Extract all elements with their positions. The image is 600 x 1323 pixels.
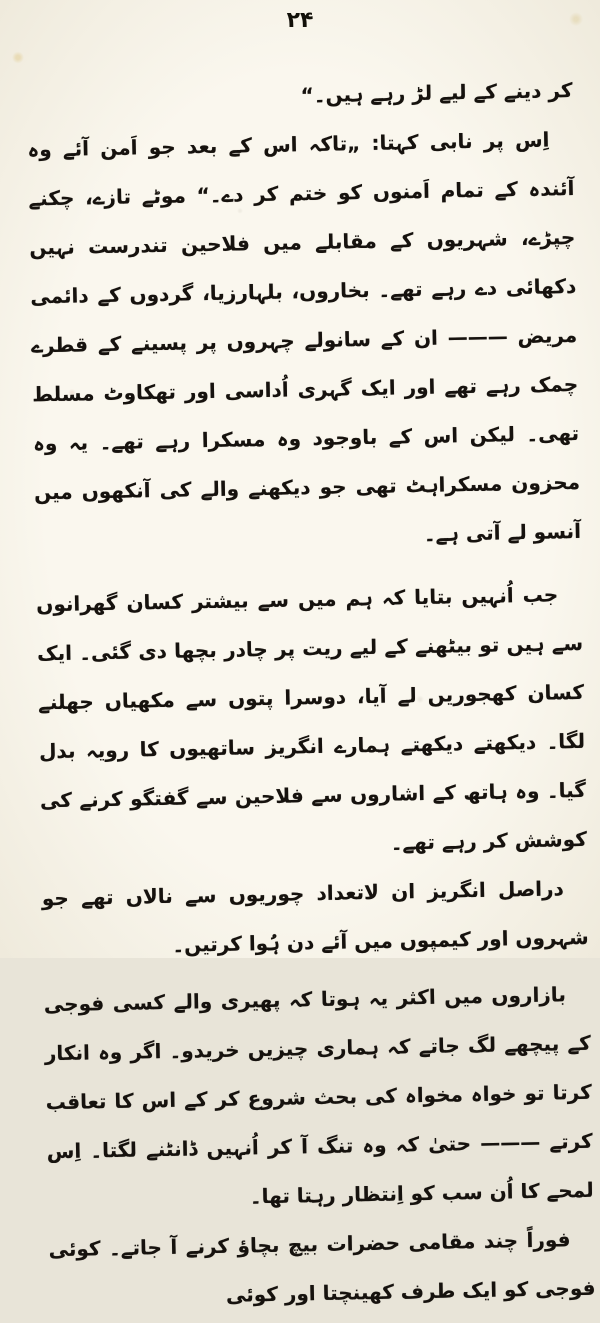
page-content (26, 66, 596, 1323)
paragraph-tail-from-previous-page: کر دینے کے لیے لڑ رہے ہیں۔“ (300, 77, 573, 108)
paragraph-quote-and-fellahin-description: اِس پر نابی کہتا: „تاکہ اس کے بعد جو اَمن آئے وہ آئندہ کے تمام اَمنوں کو ختم کر دے۔“ موٹے تازے، چکنے چپڑے، شہریوں کے مقابلے میں فلاحین تندرست نہیں دکھائی دے رہے تھے۔ بخاروں، بلہارزیا، گردوں کے دائمی مریض ——— ان کے سانولے چہروں پر پسینے کے قطرے چمک رہے تھے اور ایک گہری اُداسی اور تھکاوٹ مسلط تھی۔ لیکن اس کے باوجود وہ مسکرا رہے تھے۔ یہ وہ محزون مسکراہٹ تھی جو دیکھنے والے کی آنکھوں میں آنسو لے آتی ہے۔ (27, 127, 582, 546)
paragraph-farmers-welcome: جب اُنہیں بتایا کہ ہم میں سے بیشتر کسان گھرانوں سے ہیں تو بیٹھنے کے لیے ریت پر چادر بچھا دی گئی۔ ایک کسان کھجوریں لے آیا، دوسرا پتوں سے مکھیاں جھلنے لگا۔ دیکھتے دیکھتے ہمارے انگریز ساتھیوں کا رویہ بدل گیا۔ وہ ہاتھ کے اشاروں سے فلاحین سے گفتگو کرنے کی کوشش کر رہے تھے۔ (36, 582, 588, 855)
paragraph-thefts: دراصل انگریز ان لاتعداد چوریوں سے نالاں تھے جو شہروں اور کیمپوں میں آئے دن ہُوا کرتیں۔ (41, 876, 589, 957)
paragraph-locals-intervene: فوراً چند مقامی حضرات بیچ بچاؤ کرنے آ جاتے۔ کوئی فوجی کو ایک طرف کھینچتا اور کوئی (48, 1227, 596, 1307)
page-number: ۲۴ (286, 8, 314, 33)
paragraph-bazaar-hawkers: بازاروں میں اکثر یہ ہوتا کہ پھیری والے کسی فوجی کے پیچھے لگ جاتے کہ ہماری چیزیں خریدو۔ اگر وہ انکار کرتا تو خواہ مخواہ کی بحث شروع کر کے اس کا تعاقب کرتے ——— حتیٰ کہ وہ تنگ آ کر اُنہیں ڈانٹنے لگتا۔ اِس لمحے کا اُن سب کو اِنتظار رہتا تھا۔ (43, 982, 594, 1209)
